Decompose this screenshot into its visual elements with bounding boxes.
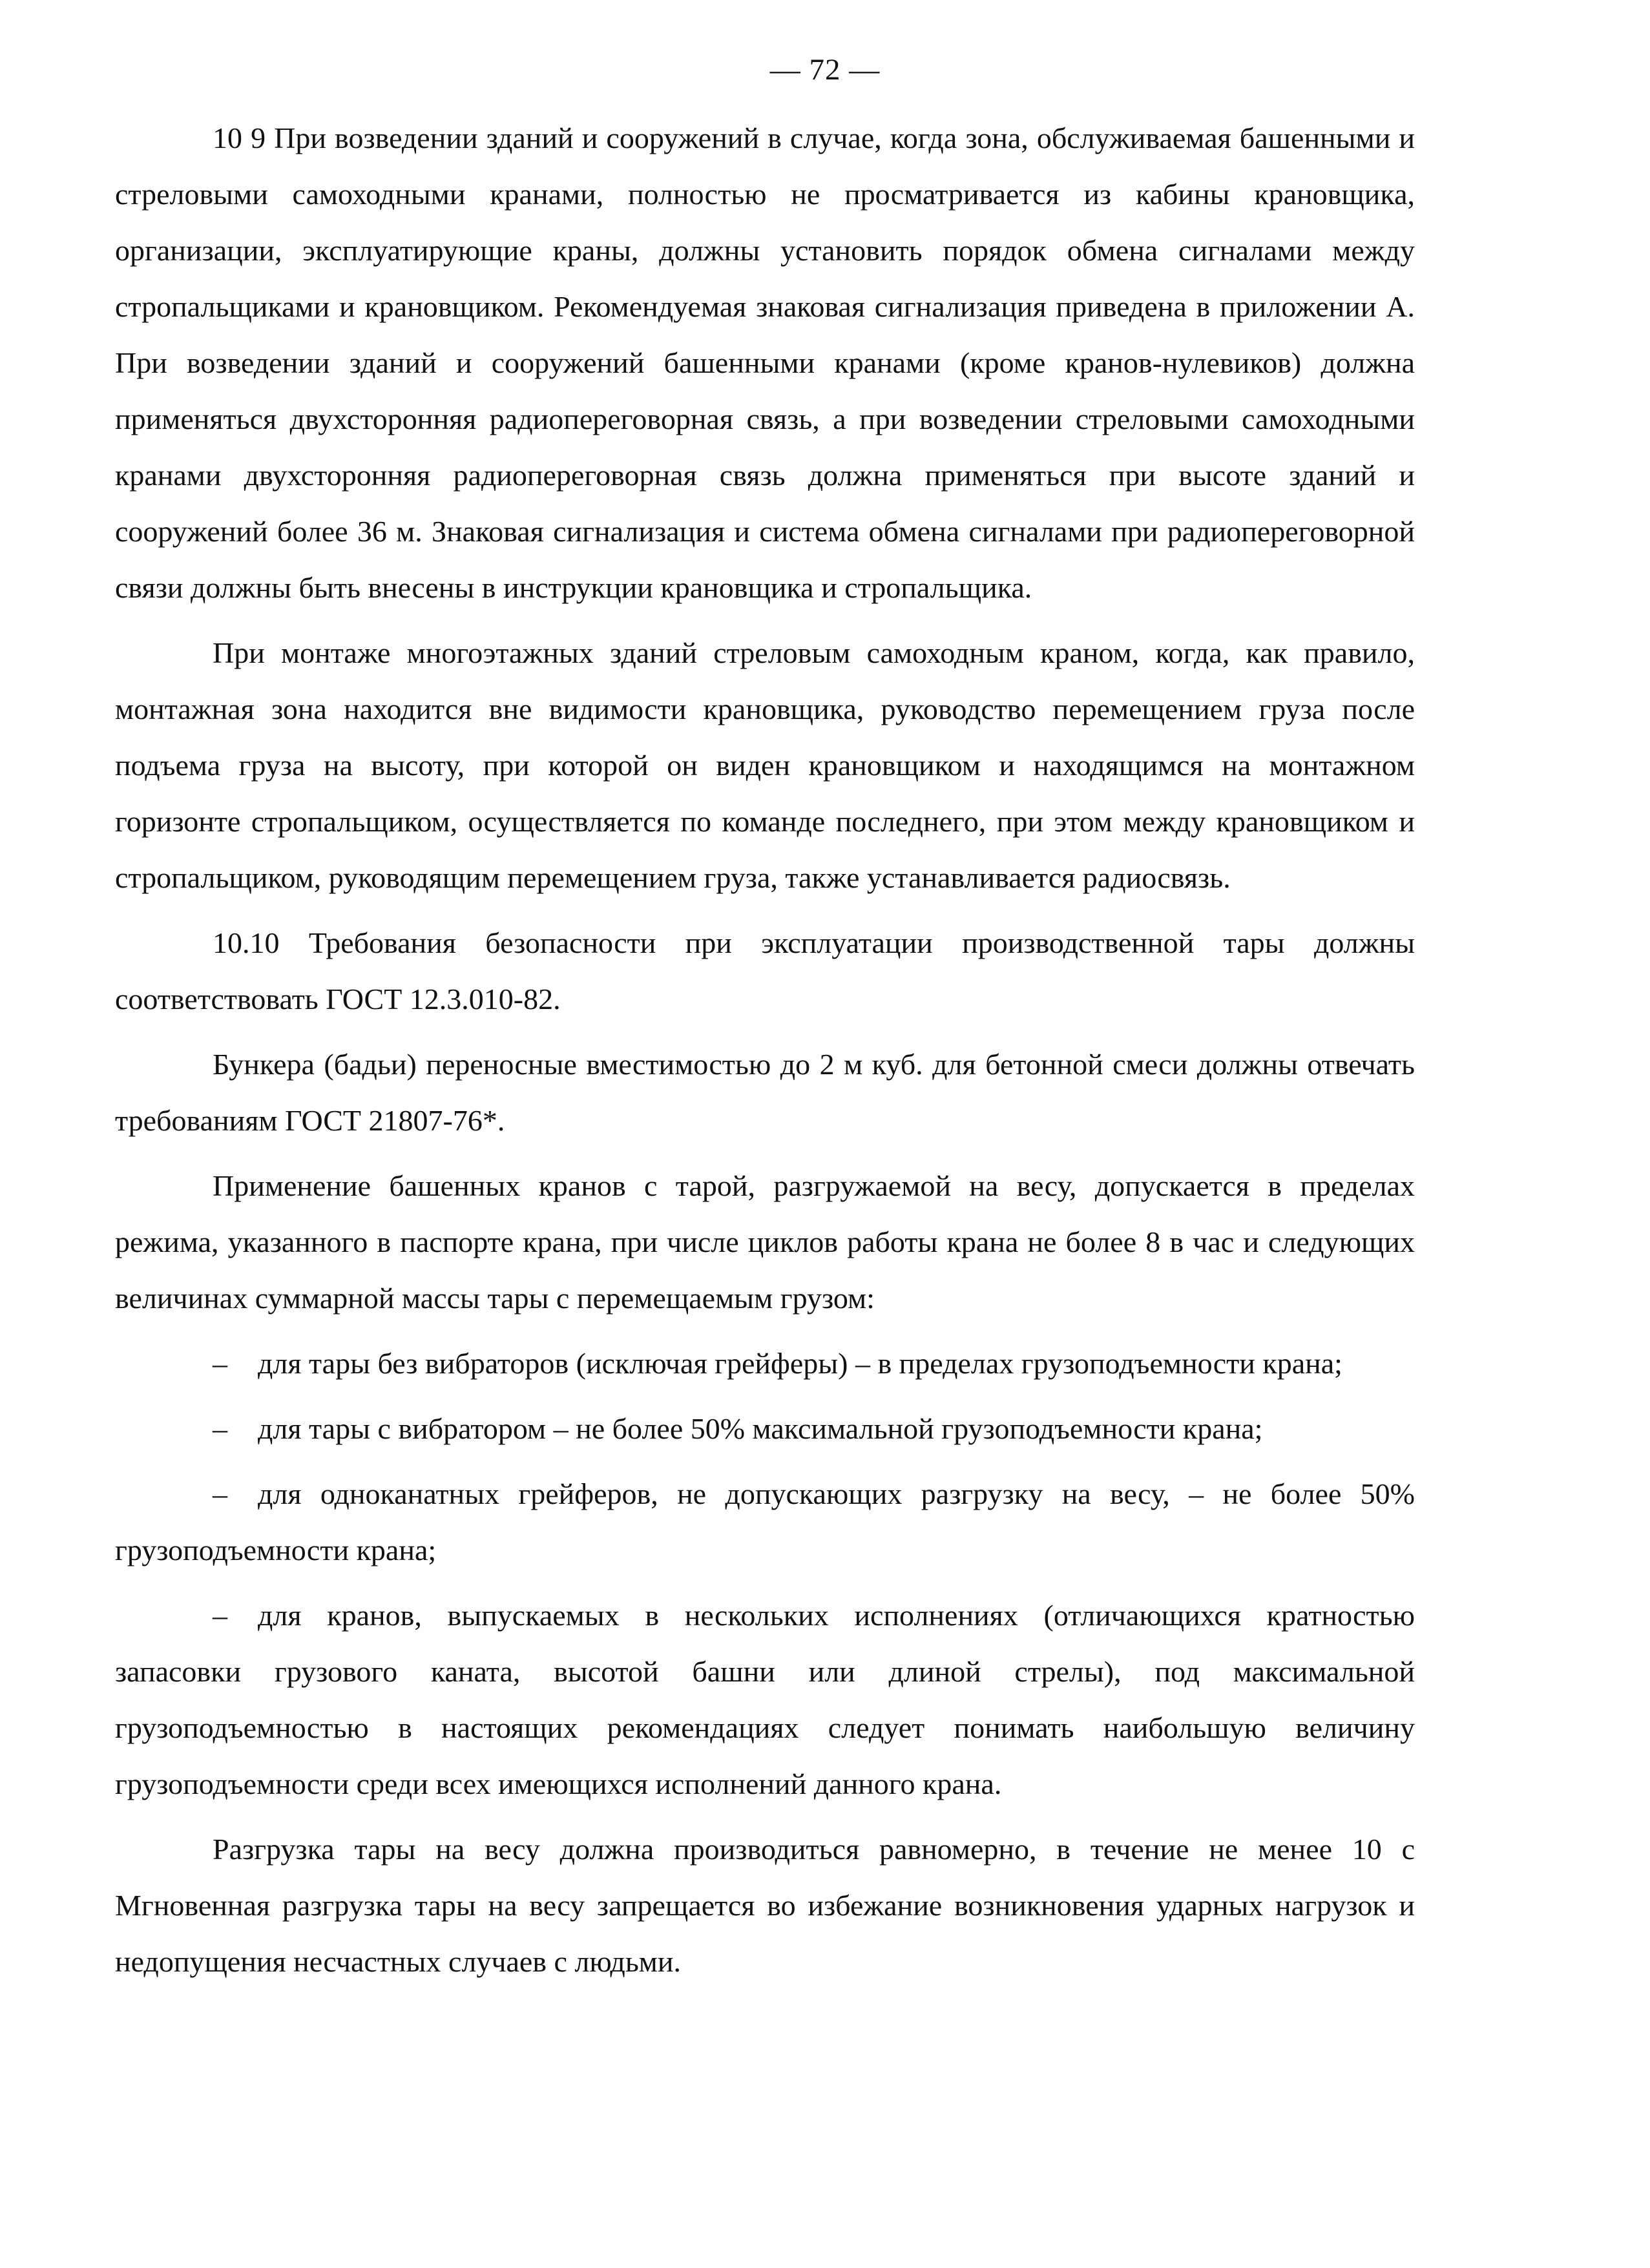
list-item-text: для тары без вибраторов (исключая грейферы) – в пределах грузоподъемности крана; [258, 1347, 1342, 1380]
list-dash: – [213, 1477, 227, 1510]
paragraph-10-9: 10 9 При возведении зданий и сооружений в случае, когда зона, обслуживаемая башенными и стреловыми самоходными кранами, полностью не просматривается из кабины крановщика, организации, эксплуатирующие краны, должны установить порядок обмена сигналами между стропальщиками и крановщиком. Рекомендуемая знаковая сигнализация приведена в приложении А. При возведении зданий и сооружений башенными кранами (кроме кранов-нулевиков) должна применяться двухсторонняя радиопереговорная связь, а при возведении стреловыми самоходными кранами двухсторонняя радиопереговорная связь должна применяться при высоте зданий и сооружений более 36 м. Знаковая сигнализация и система обмена сигналами при радиопереговорной связи должны быть внесены в инструкции крановщика и стропальщика. [115, 121, 1415, 604]
document-body [115, 110, 1415, 1990]
list-dash: – [213, 1412, 227, 1445]
paragraph-10-10: 10.10 Требования безопасности при эксплуатации производственной тары должны соответствовать ГОСТ 12.3.010-82. [115, 926, 1415, 1015]
paragraph-bunkers: Бункера (бадьи) переносные вместимостью до 2 м куб. для бетонной смеси должны отвечать требованиям ГОСТ 21807-76*. [115, 1048, 1415, 1137]
list-item [115, 1335, 1415, 1391]
list-dash: – [213, 1347, 227, 1380]
list-item-text: для одноканатных грейферов, не допускающих разгрузку на весу, – не более 50% грузоподъемности крана; [115, 1477, 1415, 1566]
list-item-text: для тары с вибратором – не более 50% максимальной грузоподъемности крана; [258, 1412, 1263, 1445]
list-item-text: для кранов, выпускаемых в нескольких исполнениях (отличающихся кратностью запасовки грузового каната, высотой башни или длиной стрелы), под максимальной грузоподъемностью в настоящих рекомендациях следует понимать наибольшую величину грузоподъемности среди всех имеющихся исполнений данного крана. [115, 1599, 1415, 1800]
list-item [115, 1400, 1415, 1457]
paragraph-tower-cranes: Применение башенных кранов с тарой, разгружаемой на весу, допускается в пределах режима, указанного в паспорте крана, при числе циклов работы крана не более 8 в час и следующих величинах суммарной массы тары с перемещаемым грузом: [115, 1169, 1415, 1315]
page-number: — 72 — [769, 53, 881, 87]
paragraph-unloading: Разгрузка тары на весу должна производиться равномерно, в течение не менее 10 с Мгновенная разгрузка тары на весу запрещается во избежание возникновения ударных нагрузок и недопущения несчастных случаев с людьми. [115, 1833, 1415, 1978]
list-item [115, 1466, 1415, 1578]
list-item [115, 1587, 1415, 1812]
list-dash: – [213, 1599, 227, 1632]
paragraph-montage: При монтаже многоэтажных зданий стреловым самоходным краном, когда, как правило, монтажная зона находится вне видимости крановщика, руководство перемещением груза после подъема груза на высоту, при которой он виден крановщиком и находящимся на монтажном горизонте стропальщиком, осуществляется по команде последнего, при этом между крановщиком и стропальщиком, руководящим перемещением груза, также устанавливается радиосвязь. [115, 636, 1415, 894]
